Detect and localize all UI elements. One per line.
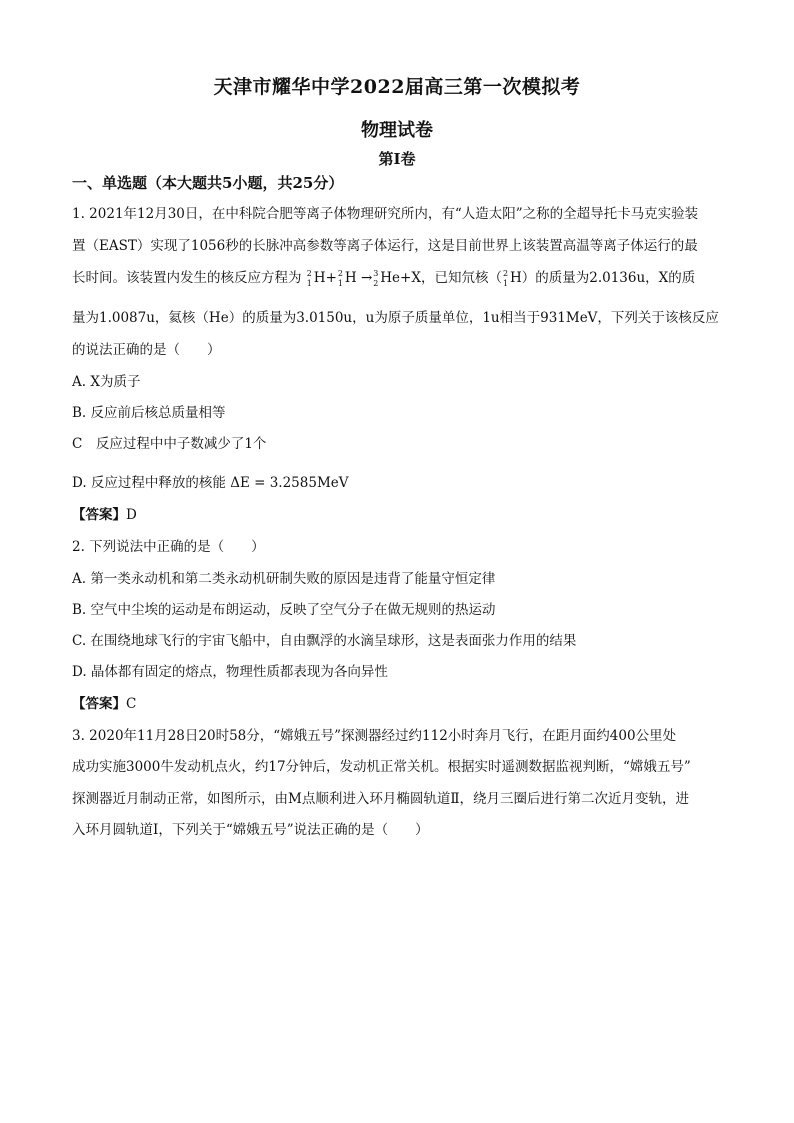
exam-title: 天津市耀华中学2022届高三第一次模拟考 bbox=[213, 76, 581, 98]
q1-line-5: 的说法正确的是（ ） bbox=[72, 342, 221, 358]
answer-value: D bbox=[126, 507, 137, 523]
q2-option-c: C. 在围绕地球飞行的宇宙飞船中，自由飘浮的水滴呈球形，这是表面张力作用的结果 bbox=[72, 633, 577, 649]
answer-tag: 【答案】 bbox=[72, 507, 126, 523]
reaction-arrow: → bbox=[360, 270, 373, 286]
answer-tag: 【答案】 bbox=[72, 696, 126, 712]
deuteron-symbol-2: H bbox=[344, 270, 357, 286]
exam-subtitle: 物理试卷 bbox=[361, 120, 433, 141]
q1-option-b: B. 反应前后核总质量相等 bbox=[72, 405, 226, 421]
q1-line-2: 置（EAST）实现了1056秒的长脉冲高参数等离子体运行，这是目前世界上该装置高温等离子体运行的最 bbox=[72, 238, 698, 254]
deuteron-isotope-1: 2 1 bbox=[306, 268, 312, 288]
deuteron-isotope-3: 2 1 bbox=[502, 268, 509, 288]
deuteron-isotope-2: 2 1 bbox=[337, 268, 343, 288]
q3-line-2: 成功实施3000牛发动机点火，约17分钟后，发动机正常关机。根据实时遥测数据监视判断，“嫦娥五号” bbox=[72, 759, 691, 775]
deuteron-symbol-1: H bbox=[313, 270, 326, 286]
q1-line-3 bbox=[72, 266, 732, 286]
helium-isotope: 3 2 bbox=[373, 268, 379, 288]
q2-option-b: B. 空气中尘埃的运动是布朗运动，反映了空气分子在做无规则的热运动 bbox=[72, 602, 496, 618]
q2-stem: 2. 下列说法中正确的是（ ） bbox=[72, 539, 265, 555]
q1-option-d: D. 反应过程中释放的核能 ΔE = 3.2585MeV bbox=[72, 475, 349, 491]
q3-line-1: 3. 2020年11月28日20时58分，“嫦娥五号”探测器经过约112小时奔月飞行，在距月面约400公里处 bbox=[72, 728, 677, 744]
q2-answer bbox=[72, 692, 732, 712]
q1-line-1: 1. 2021年12月30日，在中科院合肥等离子体物理研究所内，有“人造太阳”之称的全超导托卡马克实验装 bbox=[72, 206, 699, 222]
q1-line-3-mid: ，已知氘核（ bbox=[420, 270, 502, 286]
q1-line-3-suffix: ）的质量为2.0136u，X的质 bbox=[521, 270, 696, 286]
q1-answer bbox=[72, 503, 732, 523]
deuteron-symbol-3: H bbox=[509, 270, 522, 286]
part-label: 第I卷 bbox=[378, 150, 416, 168]
q2-option-a: A. 第一类永动机和第二类永动机研制失败的原因是违背了能量守恒定律 bbox=[72, 571, 496, 587]
helium-product: He+X bbox=[380, 270, 421, 286]
q1-line-4: 量为1.0087u，氦核（He）的质量为3.0150u，u为原子质量单位，1u相当于931MeV，下列关于该核反应 bbox=[72, 310, 719, 326]
q1-option-c: C 反应过程中中子数减少了1个 bbox=[72, 436, 267, 452]
q3-line-3: 探测器近月制动正常，如图所示，由M点顺利进入环月椭圆轨道Ⅱ，绕月三圈后进行第二次近月变轨，进 bbox=[72, 791, 689, 807]
answer-value: C bbox=[126, 696, 137, 712]
q3-line-4: 入环月圆轨道Ⅰ，下列关于“嫦娥五号”说法正确的是（ ） bbox=[72, 822, 429, 838]
q1-line-3-prefix: 长时间。该装置内发生的核反应方程为 bbox=[72, 270, 302, 286]
section-heading: 一、单选题（本大题共5小题，共25分） bbox=[72, 174, 344, 192]
q2-option-d: D. 晶体都有固定的熔点，物理性质都表现为各向异性 bbox=[72, 664, 388, 680]
q1-option-a: A. X为质子 bbox=[72, 374, 141, 390]
plus-sign: + bbox=[325, 270, 337, 286]
